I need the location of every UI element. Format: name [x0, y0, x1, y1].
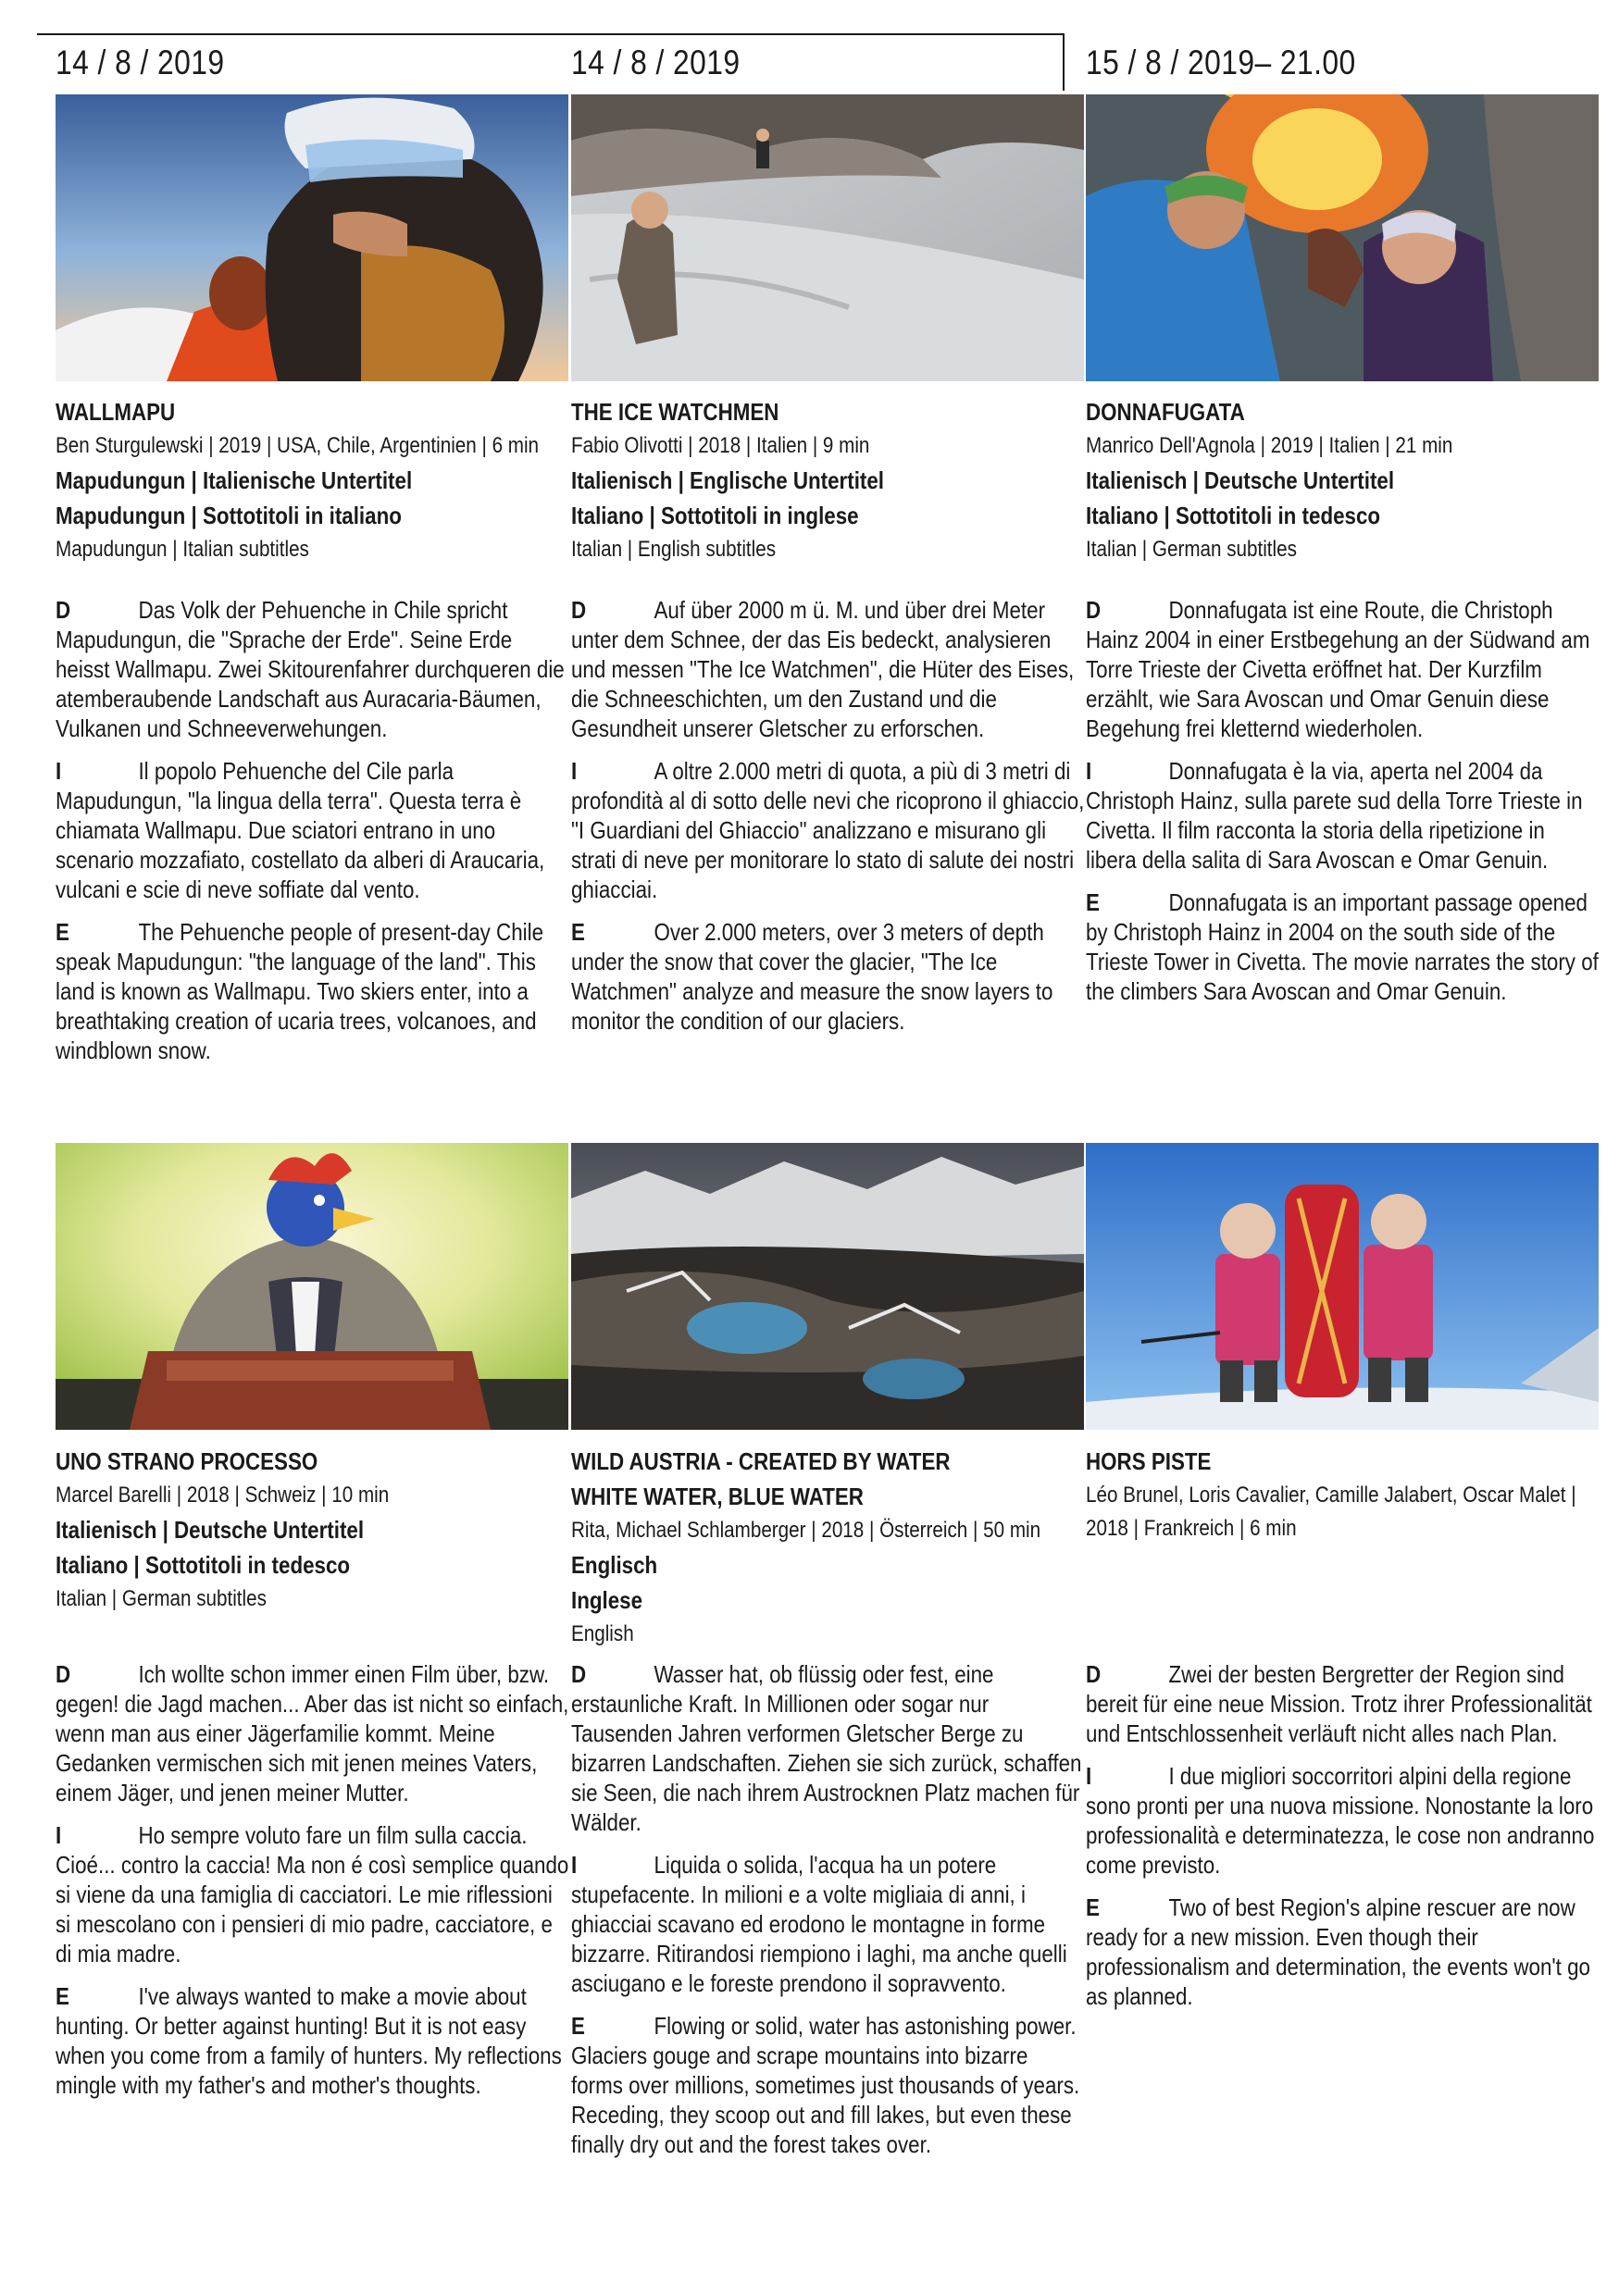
film-credits: Marcel Barelli | 2018 | Schweiz | 10 min [56, 1483, 390, 1508]
description-paragraph-en [56, 917, 569, 1065]
description-paragraph-it [1086, 1761, 1600, 1880]
film-title: UNO STRANO PROCESSO [56, 1447, 318, 1475]
language-key: D [56, 596, 71, 624]
film-title: WALLMAPU [56, 398, 176, 426]
description-paragraph-it [56, 1820, 569, 1968]
film-credits: Ben Sturgulewski | 2019 | USA, Chile, Argentinien | 6 min [56, 433, 540, 458]
film-credits: Manrico Dell'Agnola | 2019 | Italien | 21 min [1086, 433, 1453, 458]
description-text: Wasser hat, ob flüssig oder fest, eine erstaunliche Kraft. In Millionen oder sogar nur Tausenden Jahren verformen Gletscher Berge zu bizarren Landschaften. Ziehen sie sich zurück, schaffen sie Seen, die nach ihrem Austrocknen Platz machen für Wälder. [571, 1660, 1082, 1836]
language-key: I [571, 757, 578, 785]
screening-date: 14 / 8 / 2019 [571, 43, 741, 81]
film-language-en: Mapudungun | Italian subtitles [56, 537, 309, 562]
description-text: Zwei der besten Bergretter der Region sind bereit für eine neue Mission. Trotz ihrer Professionalität und Entschlossenheit verläuft nicht alles nach Plan. [1086, 1660, 1592, 1747]
description-text: A oltre 2.000 metri di quota, a più di 3 metri di profondità al di sotto delle nevi che ricoprono il ghiaccio, "I Guardiani del Ghiaccio" analizzano e misurano gli strati di neve per monitorare lo stato di salute dei nostri ghiacciai. [571, 757, 1085, 903]
description-text: Over 2.000 meters, over 3 meters of depth under the snow that cover the glacier, "The Ice Watchmen" analyze and measure the snow layers to monitor the condition of our glaciers. [571, 918, 1053, 1035]
film-language-de: Mapudungun | Italienische Untertitel [56, 466, 413, 494]
film-still-wallmapu [56, 94, 568, 381]
description-paragraph-it [56, 756, 569, 904]
language-key: E [571, 2012, 585, 2040]
film-description-wallmapu [56, 595, 569, 1078]
film-language-it: Italiano | Sottotitoli in tedesco [56, 1551, 351, 1579]
film-title: WILD AUSTRIA - CREATED BY WATER [571, 1447, 951, 1475]
description-text: Auf über 2000 m ü. M. und über drei Meter unter dem Schnee, der das Eis bedeckt, analysieren und messen "The Ice Watchmen", die Hüter des Eises, die Schneeschichten, um den Zustand und die Gesundheit unserer Gletscher zu erforschen. [571, 596, 1075, 742]
film-info-the-ice-watchmen [571, 394, 1090, 566]
language-key: D [1086, 1660, 1102, 1688]
film-language-it: Italiano | Sottotitoli in inglese [571, 502, 859, 529]
language-key: D [571, 1660, 587, 1688]
description-paragraph-de [571, 1659, 1085, 1837]
description-paragraph-it [571, 1850, 1085, 1998]
film-description-the-ice-watchmen [571, 595, 1085, 1049]
film-info-wallmapu [56, 394, 574, 566]
description-text: I've always wanted to make a movie about hunting. Or better against hunting! But it is not easy when you come from a family of hunters. My reflections mingle with my father's and mother's thoughts. [56, 1982, 562, 2099]
film-language-de: Englisch [571, 1551, 658, 1579]
film-info-donnafugata [1086, 394, 1604, 566]
description-paragraph-en [1086, 1893, 1600, 2011]
film-still-the-ice-watchmen [571, 94, 1084, 381]
language-key: I [56, 1821, 62, 1849]
description-text: Flowing or solid, water has astonishing power. Glaciers gouge and scrape mountains into bizarre forms over millions, sometimes just thousands of years. Receding, they scoop out and fill lakes, but even these finally dry out and the forest takes over. [571, 2012, 1080, 2158]
film-description-uno-strano-processo [56, 1659, 569, 2113]
description-paragraph-de [1086, 1659, 1600, 1748]
description-paragraph-it [571, 756, 1085, 904]
screening-date: 15 / 8 / 2019– 21.00 [1086, 43, 1356, 81]
film-language-de: Italienisch | Deutsche Untertitel [56, 1516, 365, 1544]
language-key: I [1086, 1762, 1092, 1790]
film-language-de: Italienisch | Englische Untertitel [571, 466, 885, 494]
film-subtitle: WHITE WATER, BLUE WATER [571, 1483, 864, 1510]
film-still-donnafugata [1086, 94, 1599, 381]
film-info-wild-austria [571, 1444, 1090, 1651]
film-credits: Fabio Olivotti | 2018 | Italien | 9 min [571, 433, 870, 458]
description-paragraph-en [1086, 887, 1600, 1006]
film-credits: Rita, Michael Schlamberger | 2018 | Österreich | 50 min [571, 1518, 1041, 1543]
film-description-hors-piste [1086, 1659, 1600, 2024]
film-language-it: Mapudungun | Sottotitoli in italiano [56, 502, 402, 529]
film-title: THE ICE WATCHMEN [571, 398, 779, 426]
description-text: Ich wollte schon immer einen Film über, bzw. gegen! die Jagd machen... Aber das ist nicht so einfach, wenn man aus einer Jägerfamilie kommt. Meine Gedanken vermischen sich mit jenen meines Vaters, einem Jäger, und jenen meiner Mutter. [56, 1660, 569, 1806]
language-key: E [571, 918, 585, 946]
film-info-uno-strano-processo [56, 1444, 574, 1616]
description-text: Donnafugata è la via, aperta nel 2004 da Christoph Hainz, sulla parete sud della Torre Trieste in Civetta. Il film racconta la storia della ripetizione in libera della salita di Sara Avoscan e Omar Genuin. [1086, 757, 1583, 874]
description-paragraph-en [571, 2011, 1085, 2159]
header-rule-divider [1063, 33, 1065, 91]
film-description-donnafugata [1086, 595, 1600, 1019]
description-text: I due migliori soccorritori alpini della regione sono pronti per una nuova missione. Nonostante la loro professionalità e determinatezza, le cose non andranno come previsto. [1086, 1762, 1595, 1879]
language-key: I [56, 757, 62, 785]
language-key: E [56, 918, 69, 946]
language-key: E [56, 1982, 69, 2010]
language-key: D [1086, 596, 1102, 624]
description-text: Donnafugata is an important passage opened by Christoph Hainz in 2004 on the south side of the Trieste Tower in Civetta. The movie narrates the story of the climbers Sara Avoscan and Omar Genuin. [1086, 888, 1599, 1005]
screening-date: 14 / 8 / 2019 [56, 43, 225, 81]
description-paragraph-de [56, 1659, 569, 1807]
description-text: Two of best Region's alpine rescuer are now ready for a new mission. Even though their professionalism and determination, the events won't go as planned. [1086, 1893, 1590, 2010]
film-language-en: Italian | German subtitles [56, 1586, 267, 1611]
film-title: DONNAFUGATA [1086, 398, 1245, 426]
language-key: E [1086, 1893, 1100, 1921]
film-language-it: Italiano | Sottotitoli in tedesco [1086, 502, 1381, 529]
language-key: D [571, 596, 587, 624]
description-text: The Pehuenche people of present-day Chile speak Mapudungun: "the language of the land". This land is known as Wallmapu. Two skiers enter, into a breathtaking creation of ucaria trees, volcanoes, and windblown snow. [56, 918, 544, 1064]
header-rule [37, 33, 1063, 35]
film-credits: Léo Brunel, Loris Cavalier, Camille Jalabert, Oscar Malet | 2018 | Frankreich | 6 min [1086, 1483, 1576, 1541]
film-still-wild-austria [571, 1143, 1084, 1430]
description-text: Donnafugata ist eine Route, die Christoph Hainz 2004 in einer Erstbegehung an der Südwand am Torre Trieste der Civetta eröffnet hat. Der Kurzfilm erzählt, wie Sara Avoscan und Omar Genuin diese Begehung frei kletternd wiederholen. [1086, 596, 1590, 742]
film-language-it: Inglese [571, 1586, 643, 1614]
film-info-hors-piste [1086, 1444, 1604, 1545]
description-text: Liquida o solida, l'acqua ha un potere stupefacente. In milioni e a volte migliaia di anni, i ghiacciai scavano ed erodono le montagne in forme bizzarre. Ritirandosi riempiono i laghi, ma anche quelli asciugano e le foreste prendono il sopravvento. [571, 1851, 1067, 1997]
language-key: I [571, 1851, 578, 1879]
description-paragraph-de [571, 595, 1085, 743]
film-description-wild-austria [571, 1659, 1085, 2172]
language-key: D [56, 1660, 71, 1688]
film-title: HORS PISTE [1086, 1447, 1212, 1475]
film-language-de: Italienisch | Deutsche Untertitel [1086, 466, 1395, 494]
description-paragraph-de [56, 595, 569, 743]
film-still-hors-piste [1086, 1143, 1599, 1430]
film-language-en: Italian | English subtitles [571, 537, 777, 562]
film-still-uno-strano-processo [56, 1143, 568, 1430]
language-key: E [1086, 888, 1100, 916]
film-language-en: Italian | German subtitles [1086, 537, 1297, 562]
description-text: Ho sempre voluto fare un film sulla caccia. Cioé... contro la caccia! Ma non é così semplice quando si viene da una famiglia di cacciatori. Le mie riflessioni si mescolano con i pensieri di mio padre, cacciatore, e di mia madre. [56, 1821, 569, 1967]
description-paragraph-it [1086, 756, 1600, 875]
description-paragraph-en [571, 917, 1085, 1036]
description-text: Das Volk der Pehuenche in Chile spricht Mapudungun, die "Sprache der Erde". Seine Erde heisst Wallmapu. Zwei Skitourenfahrer durchqueren die atemberaubende Landschaft aus Auracaria-Bäumen, Vulkanen und Schneeverwehungen. [56, 596, 565, 742]
language-key: I [1086, 757, 1092, 785]
film-language-en: English [571, 1621, 634, 1646]
description-paragraph-en [56, 1981, 569, 2100]
description-paragraph-de [1086, 595, 1600, 743]
description-text: Il popolo Pehuenche del Cile parla Mapudungun, "la lingua della terra". Questa terra è chiamata Wallmapu. Due sciatori entrano in uno scenario mozzafiato, costellato da alberi di Araucaria, vulcani e scie di neve soffiate dal vento. [56, 757, 545, 903]
